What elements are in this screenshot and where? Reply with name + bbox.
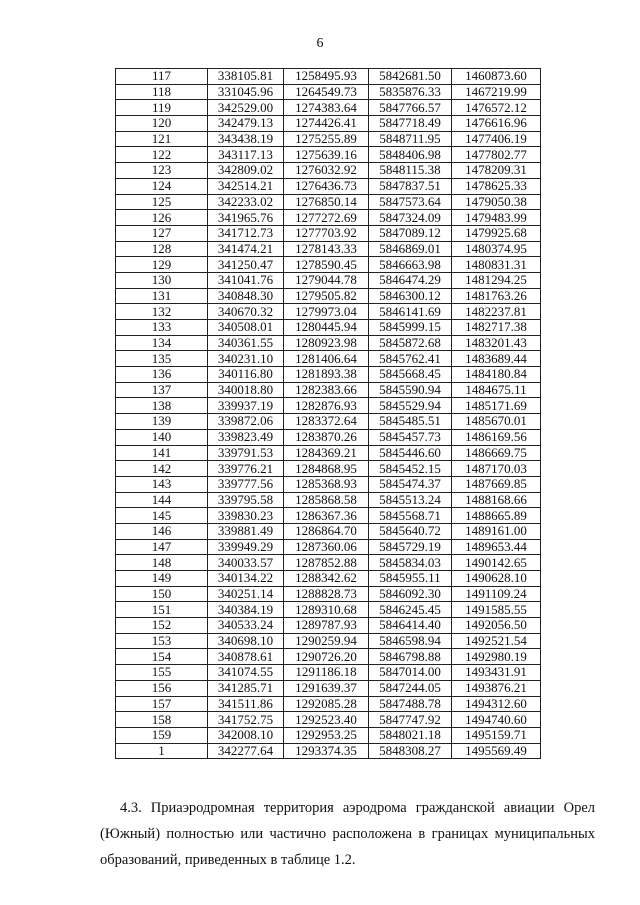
table-cell: 139 bbox=[116, 414, 208, 430]
table-cell: 1476616.96 bbox=[452, 116, 541, 132]
table-cell: 1291639.37 bbox=[284, 680, 369, 696]
table-cell: 339777.56 bbox=[208, 476, 284, 492]
table-cell: 1288828.73 bbox=[284, 586, 369, 602]
table-cell: 125 bbox=[116, 194, 208, 210]
table-cell: 134 bbox=[116, 335, 208, 351]
table-cell: 131 bbox=[116, 288, 208, 304]
table-cell: 1494740.60 bbox=[452, 712, 541, 728]
table-cell: 1485670.01 bbox=[452, 414, 541, 430]
table-row bbox=[116, 649, 541, 665]
table-cell: 1488168.66 bbox=[452, 492, 541, 508]
table-cell: 340361.55 bbox=[208, 335, 284, 351]
table-cell: 1478209.31 bbox=[452, 163, 541, 179]
table-cell: 5846598.94 bbox=[369, 633, 452, 649]
table-cell: 339937.19 bbox=[208, 398, 284, 414]
table-cell: 1290726.20 bbox=[284, 649, 369, 665]
table-cell: 1279973.04 bbox=[284, 304, 369, 320]
table-cell: 1477802.77 bbox=[452, 147, 541, 163]
table-cell: 150 bbox=[116, 586, 208, 602]
table-cell: 1287852.88 bbox=[284, 555, 369, 571]
table-cell: 1284369.21 bbox=[284, 445, 369, 461]
table-cell: 1482717.38 bbox=[452, 320, 541, 336]
table-cell: 1279505.82 bbox=[284, 288, 369, 304]
table-cell: 1279044.78 bbox=[284, 272, 369, 288]
table-cell: 5845955.11 bbox=[369, 571, 452, 587]
table-cell: 339776.21 bbox=[208, 461, 284, 477]
table-cell: 1281406.64 bbox=[284, 351, 369, 367]
table-cell: 5845474.37 bbox=[369, 476, 452, 492]
table-cell: 5845762.41 bbox=[369, 351, 452, 367]
table-cell: 127 bbox=[116, 225, 208, 241]
table-cell: 1264549.73 bbox=[284, 84, 369, 100]
table-cell: 5846141.69 bbox=[369, 304, 452, 320]
table-row bbox=[116, 69, 541, 85]
table-cell: 145 bbox=[116, 508, 208, 524]
table-cell: 1277703.92 bbox=[284, 225, 369, 241]
table-cell: 1274426.41 bbox=[284, 116, 369, 132]
table-cell: 340508.01 bbox=[208, 320, 284, 336]
table-row bbox=[116, 476, 541, 492]
table-row bbox=[116, 555, 541, 571]
table-row bbox=[116, 304, 541, 320]
table-cell: 341474.21 bbox=[208, 241, 284, 257]
table-cell: 1490142.65 bbox=[452, 555, 541, 571]
table-cell: 342008.10 bbox=[208, 727, 284, 743]
table-cell: 1489161.00 bbox=[452, 523, 541, 539]
table-cell: 340231.10 bbox=[208, 351, 284, 367]
table-cell: 1286864.70 bbox=[284, 523, 369, 539]
table-cell: 5848711.95 bbox=[369, 131, 452, 147]
table-row bbox=[116, 633, 541, 649]
table-cell: 129 bbox=[116, 257, 208, 273]
table-cell: 1283372.64 bbox=[284, 414, 369, 430]
table-cell: 342809.02 bbox=[208, 163, 284, 179]
table-cell: 1479925.68 bbox=[452, 225, 541, 241]
table-cell: 1276032.92 bbox=[284, 163, 369, 179]
table-row bbox=[116, 163, 541, 179]
table-row bbox=[116, 320, 541, 336]
table-row bbox=[116, 257, 541, 273]
table-cell: 339823.49 bbox=[208, 429, 284, 445]
table-cell: 5846092.30 bbox=[369, 586, 452, 602]
table-row bbox=[116, 225, 541, 241]
table-cell: 5847324.09 bbox=[369, 210, 452, 226]
table-cell: 1491585.55 bbox=[452, 602, 541, 618]
table-cell: 341965.76 bbox=[208, 210, 284, 226]
table-cell: 1275255.89 bbox=[284, 131, 369, 147]
table-cell: 123 bbox=[116, 163, 208, 179]
table-cell: 1278143.33 bbox=[284, 241, 369, 257]
table-cell: 341752.75 bbox=[208, 712, 284, 728]
table-cell: 5845834.03 bbox=[369, 555, 452, 571]
table-cell: 340848.30 bbox=[208, 288, 284, 304]
table-cell: 340533.24 bbox=[208, 618, 284, 634]
table-cell: 5845452.15 bbox=[369, 461, 452, 477]
table-cell: 5847837.51 bbox=[369, 178, 452, 194]
table-cell: 1289310.68 bbox=[284, 602, 369, 618]
table-cell: 124 bbox=[116, 178, 208, 194]
table-row bbox=[116, 712, 541, 728]
table-cell: 122 bbox=[116, 147, 208, 163]
table-cell: 153 bbox=[116, 633, 208, 649]
table-cell: 128 bbox=[116, 241, 208, 257]
table-cell: 154 bbox=[116, 649, 208, 665]
table-cell: 340878.61 bbox=[208, 649, 284, 665]
table-cell: 1491109.24 bbox=[452, 586, 541, 602]
table-cell: 5846474.29 bbox=[369, 272, 452, 288]
table-cell: 143 bbox=[116, 476, 208, 492]
table-cell: 1290259.94 bbox=[284, 633, 369, 649]
table-cell: 5848021.18 bbox=[369, 727, 452, 743]
table-cell: 130 bbox=[116, 272, 208, 288]
table-cell: 5845640.72 bbox=[369, 523, 452, 539]
table-cell: 157 bbox=[116, 696, 208, 712]
table-row bbox=[116, 414, 541, 430]
table-row bbox=[116, 272, 541, 288]
table-cell: 1285868.58 bbox=[284, 492, 369, 508]
table-row bbox=[116, 743, 541, 759]
table-cell: 1476572.12 bbox=[452, 100, 541, 116]
table-cell: 1485171.69 bbox=[452, 398, 541, 414]
table-cell: 5845729.19 bbox=[369, 539, 452, 555]
table-row bbox=[116, 461, 541, 477]
table-cell: 341285.71 bbox=[208, 680, 284, 696]
table-cell: 1489653.44 bbox=[452, 539, 541, 555]
coordinates-table-body bbox=[116, 69, 541, 759]
table-cell: 1292953.25 bbox=[284, 727, 369, 743]
table-cell: 5847488.78 bbox=[369, 696, 452, 712]
table-cell: 1478625.33 bbox=[452, 178, 541, 194]
table-cell: 340670.32 bbox=[208, 304, 284, 320]
table-cell: 340698.10 bbox=[208, 633, 284, 649]
table-cell: 1285368.93 bbox=[284, 476, 369, 492]
table-cell: 1275639.16 bbox=[284, 147, 369, 163]
table-cell: 1484675.11 bbox=[452, 382, 541, 398]
table-row bbox=[116, 116, 541, 132]
table-cell: 341712.73 bbox=[208, 225, 284, 241]
table-cell: 1486669.75 bbox=[452, 445, 541, 461]
table-cell: 1286367.36 bbox=[284, 508, 369, 524]
table-cell: 5835876.33 bbox=[369, 84, 452, 100]
table-cell: 339791.53 bbox=[208, 445, 284, 461]
table-cell: 5846245.45 bbox=[369, 602, 452, 618]
table-row bbox=[116, 351, 541, 367]
table-cell: 142 bbox=[116, 461, 208, 477]
table-cell: 1467219.99 bbox=[452, 84, 541, 100]
table-row bbox=[116, 429, 541, 445]
table-cell: 1460873.60 bbox=[452, 69, 541, 85]
table-cell: 156 bbox=[116, 680, 208, 696]
table-cell: 136 bbox=[116, 367, 208, 383]
table-row bbox=[116, 586, 541, 602]
table-cell: 1495569.49 bbox=[452, 743, 541, 759]
table-cell: 340033.57 bbox=[208, 555, 284, 571]
table-cell: 1493431.91 bbox=[452, 665, 541, 681]
table-cell: 140 bbox=[116, 429, 208, 445]
table-cell: 340134.22 bbox=[208, 571, 284, 587]
table-cell: 5848115.38 bbox=[369, 163, 452, 179]
table-cell: 5845529.94 bbox=[369, 398, 452, 414]
table-cell: 1486169.56 bbox=[452, 429, 541, 445]
table-cell: 1258495.93 bbox=[284, 69, 369, 85]
table-cell: 159 bbox=[116, 727, 208, 743]
table-cell: 5847747.92 bbox=[369, 712, 452, 728]
table-row bbox=[116, 84, 541, 100]
table-cell: 1281893.38 bbox=[284, 367, 369, 383]
table-cell: 117 bbox=[116, 69, 208, 85]
table-cell: 1278590.45 bbox=[284, 257, 369, 273]
table-cell: 1288342.62 bbox=[284, 571, 369, 587]
table-cell: 1289787.93 bbox=[284, 618, 369, 634]
table-cell: 5845568.71 bbox=[369, 508, 452, 524]
table-cell: 342233.02 bbox=[208, 194, 284, 210]
table-cell: 5845590.94 bbox=[369, 382, 452, 398]
table-cell: 1493876.21 bbox=[452, 680, 541, 696]
table-cell: 5845668.45 bbox=[369, 367, 452, 383]
table-cell: 343438.19 bbox=[208, 131, 284, 147]
table-cell: 5847718.49 bbox=[369, 116, 452, 132]
table-cell: 147 bbox=[116, 539, 208, 555]
section-paragraph: 4.3. Приаэродромная территория аэродрома гражданской авиации Орел (Южный) полностью или частично расположена в границах муниципальных образований, приведенных в таблице 1.2. bbox=[100, 799, 595, 868]
table-cell: 1 bbox=[116, 743, 208, 759]
table-cell: 5845457.73 bbox=[369, 429, 452, 445]
table-cell: 1277272.69 bbox=[284, 210, 369, 226]
table-cell: 138 bbox=[116, 398, 208, 414]
table-cell: 339881.49 bbox=[208, 523, 284, 539]
table-row bbox=[116, 680, 541, 696]
table-cell: 342514.21 bbox=[208, 178, 284, 194]
table-cell: 1481294.25 bbox=[452, 272, 541, 288]
table-cell: 5847089.12 bbox=[369, 225, 452, 241]
table-cell: 1280445.94 bbox=[284, 320, 369, 336]
table-cell: 1481763.26 bbox=[452, 288, 541, 304]
table-cell: 1490628.10 bbox=[452, 571, 541, 587]
table-cell: 5845446.60 bbox=[369, 445, 452, 461]
table-row bbox=[116, 335, 541, 351]
table-cell: 5846663.98 bbox=[369, 257, 452, 273]
table-cell: 152 bbox=[116, 618, 208, 634]
table-cell: 5845999.15 bbox=[369, 320, 452, 336]
table-cell: 342277.64 bbox=[208, 743, 284, 759]
table-cell: 118 bbox=[116, 84, 208, 100]
table-cell: 340018.80 bbox=[208, 382, 284, 398]
table-cell: 1495159.71 bbox=[452, 727, 541, 743]
table-cell: 5845872.68 bbox=[369, 335, 452, 351]
table-cell: 5846869.01 bbox=[369, 241, 452, 257]
table-cell: 341250.47 bbox=[208, 257, 284, 273]
table-row bbox=[116, 194, 541, 210]
table-cell: 340116.80 bbox=[208, 367, 284, 383]
table-cell: 1276436.73 bbox=[284, 178, 369, 194]
table-cell: 340251.14 bbox=[208, 586, 284, 602]
table-row bbox=[116, 571, 541, 587]
table-cell: 1477406.19 bbox=[452, 131, 541, 147]
table-cell: 144 bbox=[116, 492, 208, 508]
table-cell: 1276850.14 bbox=[284, 194, 369, 210]
table-cell: 1487170.03 bbox=[452, 461, 541, 477]
table-cell: 342479.13 bbox=[208, 116, 284, 132]
table-cell: 342529.00 bbox=[208, 100, 284, 116]
table-row bbox=[116, 131, 541, 147]
table-cell: 1494312.60 bbox=[452, 696, 541, 712]
table-cell: 1292523.40 bbox=[284, 712, 369, 728]
table-cell: 5846798.88 bbox=[369, 649, 452, 665]
table-cell: 341511.86 bbox=[208, 696, 284, 712]
table-cell: 148 bbox=[116, 555, 208, 571]
coordinates-table bbox=[115, 68, 541, 759]
table-cell: 5846414.40 bbox=[369, 618, 452, 634]
table-cell: 5847573.64 bbox=[369, 194, 452, 210]
table-cell: 146 bbox=[116, 523, 208, 539]
table-cell: 5845485.51 bbox=[369, 414, 452, 430]
table-cell: 1487669.85 bbox=[452, 476, 541, 492]
table-cell: 5846300.12 bbox=[369, 288, 452, 304]
table-cell: 1492980.19 bbox=[452, 649, 541, 665]
table-cell: 1274383.64 bbox=[284, 100, 369, 116]
table-cell: 121 bbox=[116, 131, 208, 147]
table-cell: 1291186.18 bbox=[284, 665, 369, 681]
table-cell: 341074.55 bbox=[208, 665, 284, 681]
table-row bbox=[116, 210, 541, 226]
table-row bbox=[116, 147, 541, 163]
table-cell: 149 bbox=[116, 571, 208, 587]
table-cell: 5847244.05 bbox=[369, 680, 452, 696]
table-row bbox=[116, 367, 541, 383]
table-cell: 5845513.24 bbox=[369, 492, 452, 508]
table-row bbox=[116, 398, 541, 414]
table-cell: 1282876.93 bbox=[284, 398, 369, 414]
table-cell: 1293374.35 bbox=[284, 743, 369, 759]
table-cell: 339949.29 bbox=[208, 539, 284, 555]
table-cell: 1280923.98 bbox=[284, 335, 369, 351]
table-row bbox=[116, 618, 541, 634]
table-cell: 339872.06 bbox=[208, 414, 284, 430]
table-row bbox=[116, 100, 541, 116]
table-cell: 1479050.38 bbox=[452, 194, 541, 210]
table-cell: 1282383.66 bbox=[284, 382, 369, 398]
table-cell: 339795.58 bbox=[208, 492, 284, 508]
table-cell: 1480374.95 bbox=[452, 241, 541, 257]
table-cell: 155 bbox=[116, 665, 208, 681]
table-row bbox=[116, 523, 541, 539]
table-cell: 1488665.89 bbox=[452, 508, 541, 524]
table-cell: 137 bbox=[116, 382, 208, 398]
table-cell: 1492056.50 bbox=[452, 618, 541, 634]
table-cell: 1283870.26 bbox=[284, 429, 369, 445]
table-cell: 331045.96 bbox=[208, 84, 284, 100]
table-cell: 341041.76 bbox=[208, 272, 284, 288]
table-cell: 338105.81 bbox=[208, 69, 284, 85]
table-cell: 1484180.84 bbox=[452, 367, 541, 383]
table-row bbox=[116, 602, 541, 618]
table-cell: 1479483.99 bbox=[452, 210, 541, 226]
table-cell: 120 bbox=[116, 116, 208, 132]
table-row bbox=[116, 539, 541, 555]
table-cell: 5848308.27 bbox=[369, 743, 452, 759]
table-row bbox=[116, 727, 541, 743]
table-cell: 158 bbox=[116, 712, 208, 728]
table-row bbox=[116, 382, 541, 398]
table-cell: 119 bbox=[116, 100, 208, 116]
table-cell: 1483689.44 bbox=[452, 351, 541, 367]
table-cell: 1482237.81 bbox=[452, 304, 541, 320]
table-cell: 1480831.31 bbox=[452, 257, 541, 273]
table-cell: 126 bbox=[116, 210, 208, 226]
table-cell: 340384.19 bbox=[208, 602, 284, 618]
table-cell: 1287360.06 bbox=[284, 539, 369, 555]
table-cell: 339830.23 bbox=[208, 508, 284, 524]
table-row bbox=[116, 665, 541, 681]
table-row bbox=[116, 492, 541, 508]
table-row bbox=[116, 288, 541, 304]
table-cell: 5848406.98 bbox=[369, 147, 452, 163]
table-row bbox=[116, 241, 541, 257]
table-cell: 132 bbox=[116, 304, 208, 320]
table-cell: 141 bbox=[116, 445, 208, 461]
table-row bbox=[116, 508, 541, 524]
table-row bbox=[116, 696, 541, 712]
table-cell: 5847766.57 bbox=[369, 100, 452, 116]
table-cell: 1284868.95 bbox=[284, 461, 369, 477]
table-cell: 151 bbox=[116, 602, 208, 618]
page-number: 6 bbox=[316, 36, 324, 51]
table-cell: 133 bbox=[116, 320, 208, 336]
table-cell: 5847014.00 bbox=[369, 665, 452, 681]
table-cell: 343117.13 bbox=[208, 147, 284, 163]
table-cell: 1492521.54 bbox=[452, 633, 541, 649]
table-cell: 1292085.28 bbox=[284, 696, 369, 712]
table-row bbox=[116, 445, 541, 461]
table-row bbox=[116, 178, 541, 194]
table-cell: 135 bbox=[116, 351, 208, 367]
table-cell: 1483201.43 bbox=[452, 335, 541, 351]
table-cell: 5842681.50 bbox=[369, 69, 452, 85]
